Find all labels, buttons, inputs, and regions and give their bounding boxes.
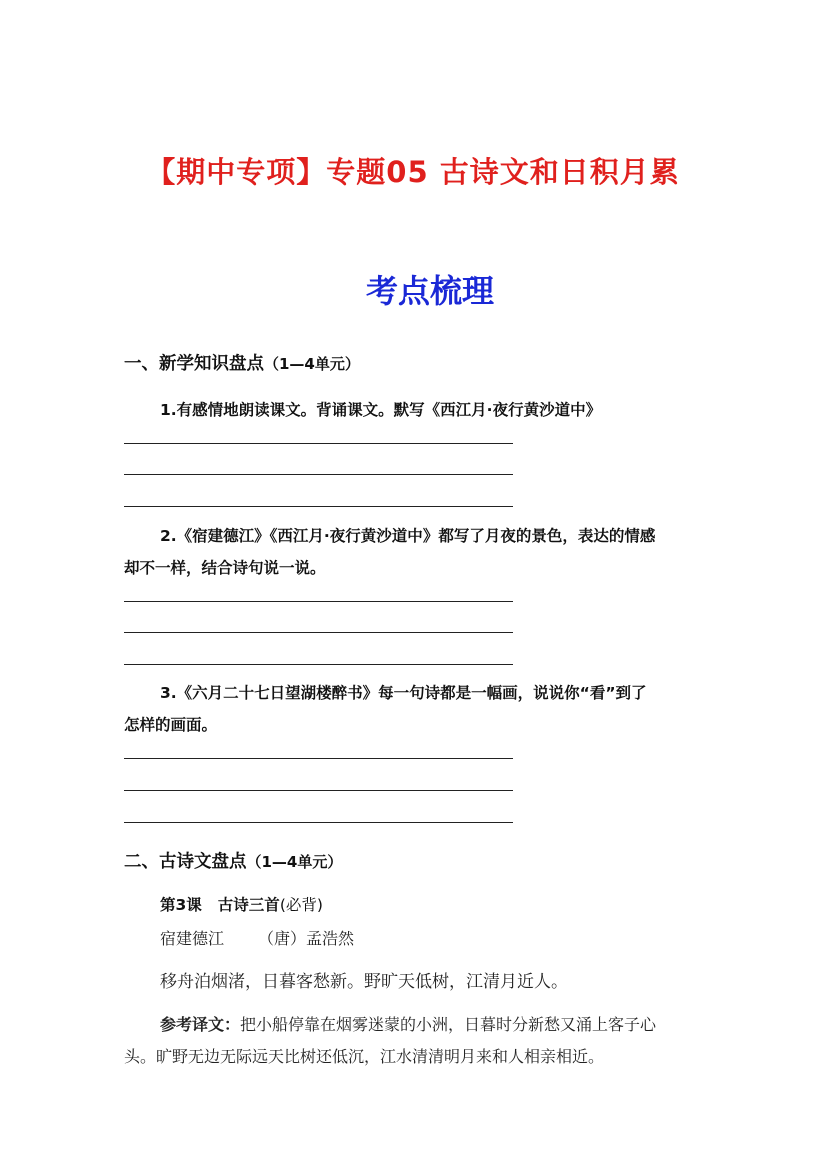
answer-line	[124, 790, 513, 791]
translation-label: 参考译文：	[160, 1015, 241, 1034]
section-2-heading	[124, 848, 342, 873]
question-3-line-2: 怎样的画面。	[124, 716, 218, 734]
answer-line	[124, 443, 513, 444]
answer-line	[124, 758, 513, 759]
section-2-range: （1—4单元）	[246, 853, 343, 871]
translation-text-1: 把小船停靠在烟雾迷蒙的小洲，日暮时分新愁又涌上客子心	[240, 1015, 657, 1034]
answer-line	[124, 474, 513, 475]
poem-author: （唐）孟浩然	[258, 929, 355, 948]
answer-line	[124, 506, 513, 507]
poem-text: 移舟泊烟渚，日暮客愁新。野旷天低树，江清月近人。	[160, 972, 568, 992]
answer-line	[124, 822, 513, 823]
poem-title: 宿建德江	[160, 929, 225, 948]
lesson-note: (必背)	[279, 896, 323, 914]
answer-line	[124, 664, 513, 665]
answer-line	[124, 601, 513, 602]
poem-header	[160, 926, 354, 949]
question-3-line-1: 3.《六月二十七日望湖楼醉书》每一句诗都是一幅画，说说你“看”到了	[160, 684, 647, 702]
section-1-heading-text: 一、新学知识盘点	[124, 354, 264, 374]
question-2-line-2: 却不一样，结合诗句说一说。	[124, 559, 326, 577]
section-1-range: （1—4单元）	[264, 355, 360, 373]
document-title: 【期中专项】专题05 古诗文和日积月累	[146, 155, 680, 189]
answer-line	[124, 632, 513, 633]
lesson-heading	[160, 893, 323, 915]
section-2-heading-text: 二、古诗文盘点	[124, 852, 247, 872]
lesson-title: 古诗三首	[217, 896, 280, 914]
translation-line-1	[160, 1012, 656, 1035]
translation-line-2: 头。旷野无边无际远天比树还低沉，江水清清明月来和人相亲相近。	[124, 1047, 605, 1066]
question-1: 1.有感情地朗读课文。背诵课文。默写《西江月·夜行黄沙道中》	[160, 401, 602, 419]
document-subtitle: 考点梳理	[365, 272, 494, 310]
lesson-number: 第3课	[160, 896, 202, 914]
section-1-heading	[124, 350, 360, 375]
question-2-line-1: 2.《宿建德江》《西江月·夜行黄沙道中》都写了月夜的景色，表达的情感	[160, 527, 656, 545]
